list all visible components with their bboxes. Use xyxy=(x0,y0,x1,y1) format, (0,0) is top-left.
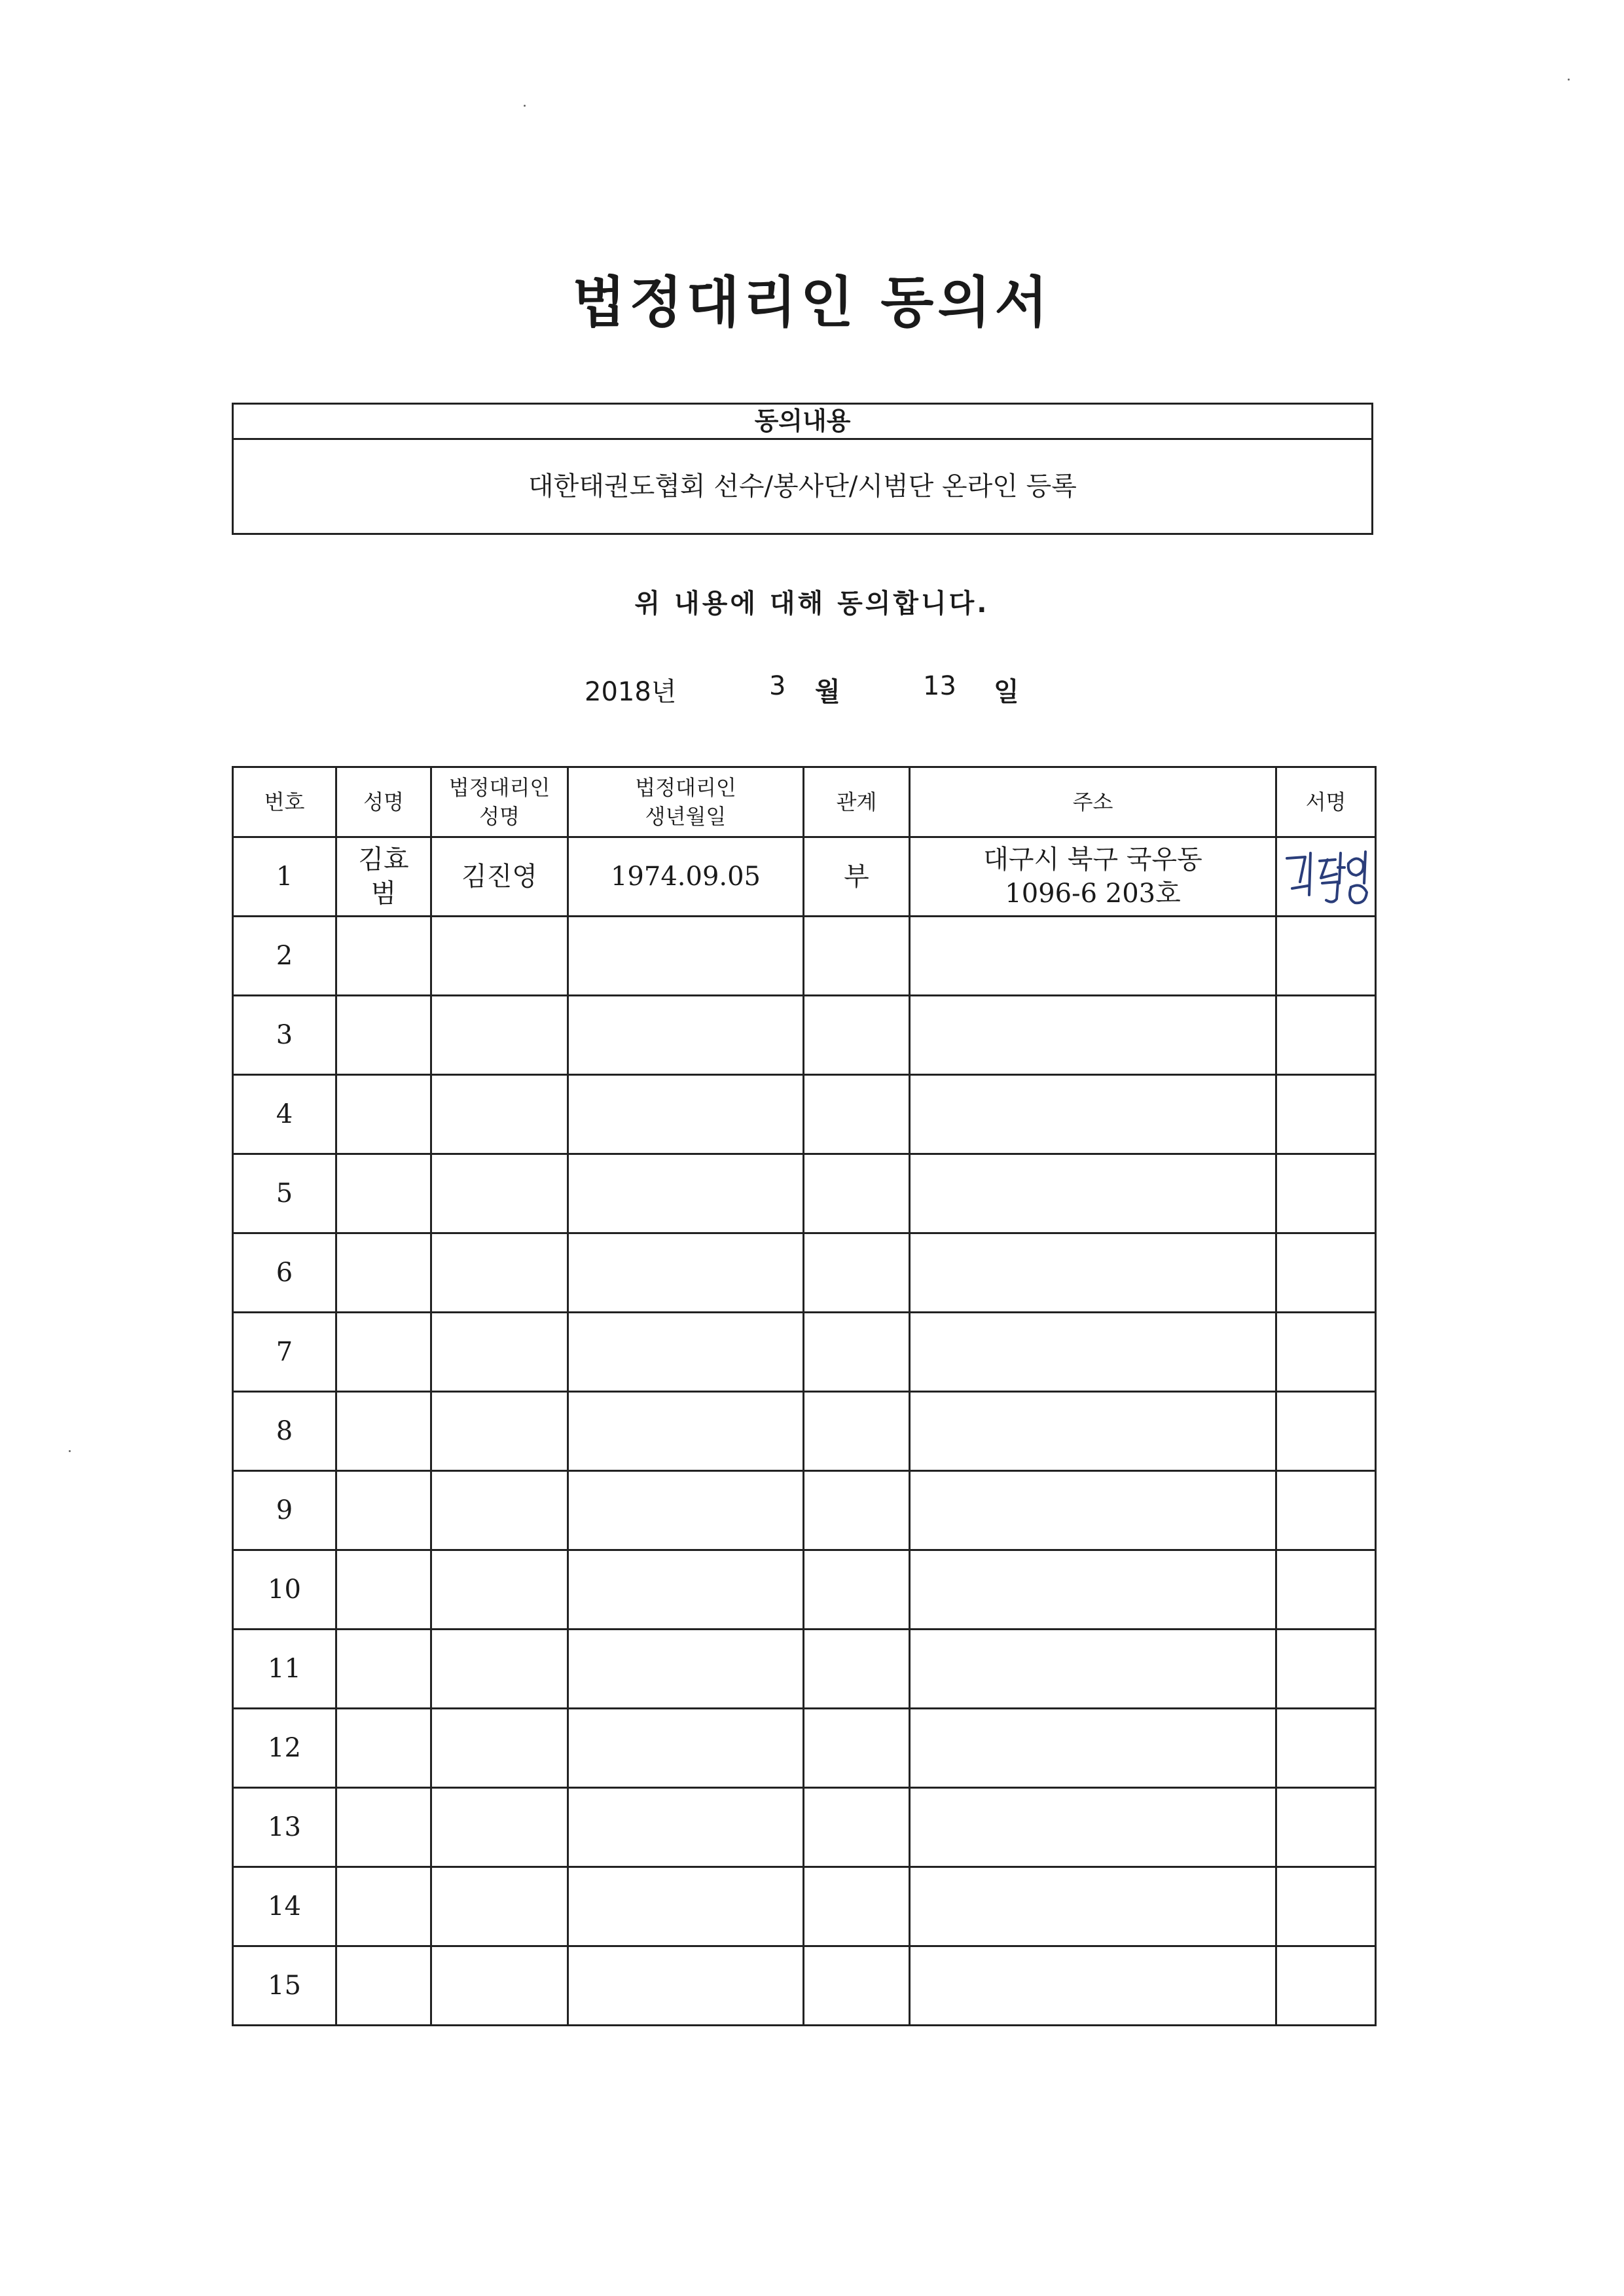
table-row xyxy=(233,917,1376,996)
table-row xyxy=(233,1313,1376,1392)
cell-number: 15 xyxy=(233,1946,336,2026)
date-day-value: 13 xyxy=(923,671,956,701)
table-row xyxy=(233,1233,1376,1313)
cell-number: 9 xyxy=(233,1471,336,1550)
header-number: 번호 xyxy=(233,767,336,837)
cell-relation: 부 xyxy=(804,837,910,917)
table-row xyxy=(233,1471,1376,1550)
header-guardian-birth: 법정대리인 생년월일 xyxy=(568,767,804,837)
cell-number: 6 xyxy=(233,1233,336,1313)
consent-header: 동의내용 xyxy=(234,405,1371,440)
cell-number: 10 xyxy=(233,1550,336,1630)
cell-number: 13 xyxy=(233,1788,336,1867)
table-row xyxy=(233,837,1376,917)
cell-number: 7 xyxy=(233,1313,336,1392)
table-row xyxy=(233,1946,1376,2026)
table-row xyxy=(233,1630,1376,1709)
cell-number: 2 xyxy=(233,917,336,996)
cell-number: 8 xyxy=(233,1392,336,1471)
scan-speck xyxy=(69,1450,71,1452)
header-address: 주소 xyxy=(910,767,1276,837)
table-row xyxy=(233,1075,1376,1154)
consent-content: 대한태권도협회 선수/봉사단/시범단 온라인 등록 xyxy=(528,471,1077,501)
cell-number: 1 xyxy=(233,837,336,917)
date-year: 2018년 xyxy=(585,677,677,707)
cell-signature xyxy=(1276,837,1376,917)
header-name: 성명 xyxy=(336,767,431,837)
table-header-row xyxy=(233,767,1376,837)
consent-content-box xyxy=(232,403,1373,535)
cell-number: 12 xyxy=(233,1709,336,1788)
table-row xyxy=(233,1709,1376,1788)
cell-number: 5 xyxy=(233,1154,336,1233)
agreement-statement: 위 내용에 대해 동의합니다. xyxy=(634,589,990,619)
page-title: 법정대리인 동의서 xyxy=(572,270,1052,335)
cell-guardian-name: 김진영 xyxy=(431,837,568,917)
scan-speck xyxy=(1568,79,1570,81)
cell-address: 대구시 북구 국우동 1096-6 203호 xyxy=(910,837,1276,917)
guardian-roster-table xyxy=(232,766,1377,2026)
scan-speck xyxy=(524,105,526,107)
date-day-label: 일 xyxy=(994,677,1019,707)
table-row xyxy=(233,996,1376,1075)
header-relation: 관계 xyxy=(804,767,910,837)
cell-number: 14 xyxy=(233,1867,336,1946)
table-row xyxy=(233,1788,1376,1867)
date-month-label: 월 xyxy=(815,677,840,707)
cell-number: 3 xyxy=(233,996,336,1075)
cell-name: 김효 범 xyxy=(336,837,431,917)
cell-number: 4 xyxy=(233,1075,336,1154)
header-signature: 서명 xyxy=(1276,767,1376,837)
date-month-value: 3 xyxy=(769,671,786,701)
cell-number: 11 xyxy=(233,1630,336,1709)
table-row xyxy=(233,1867,1376,1946)
table-row xyxy=(233,1550,1376,1630)
table-row xyxy=(233,1154,1376,1233)
header-guardian-name: 법정대리인 성명 xyxy=(431,767,568,837)
cell-guardian-birth: 1974.09.05 xyxy=(568,837,804,917)
handwritten-signature xyxy=(1280,844,1372,909)
table-row xyxy=(233,1392,1376,1471)
